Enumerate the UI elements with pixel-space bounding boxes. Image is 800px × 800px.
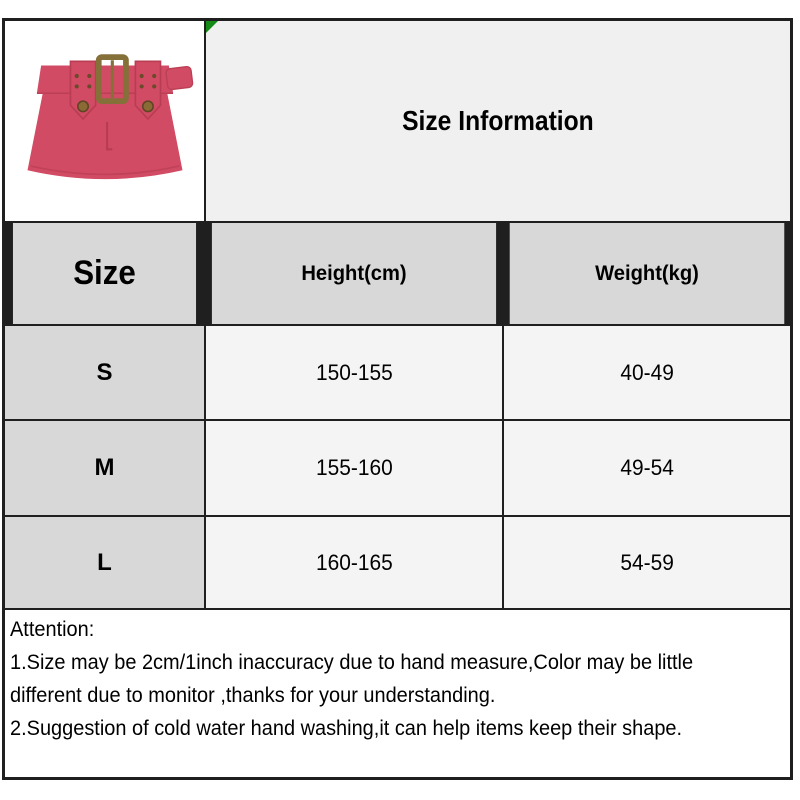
row-s-height-text: 150-155 [315,359,393,385]
column-header-height: Height(cm) [212,223,496,324]
row-m-height-text: 155-160 [315,455,393,480]
size-chart-sheet [2,18,793,780]
row-l-height-text: 160-165 [315,549,393,575]
row-m-height-value [206,421,502,515]
row-l-size-label: L [5,517,204,608]
column-header-weight: Weight(kg) [510,223,785,324]
attention-note [5,610,790,777]
row-s-height-value [206,326,502,419]
product-image-cell [5,21,204,221]
row-s-weight-text: 40-49 [620,359,674,385]
row-l-weight-value [504,517,790,608]
row-m-size-label: M [5,421,204,515]
attention-line-3: 2.Suggestion of cold water hand washing,it can help items keep their shape. [10,717,683,740]
skirt-photo-icon [16,42,194,200]
row-s-weight-value [504,326,790,419]
title-cell [206,21,790,221]
row-l-height-value [206,517,502,608]
attention-line-1: 1.Size may be 2cm/1inch inaccuracy due to hand measure,Color may be little [10,651,694,674]
row-m-weight-value [504,421,790,515]
attention-heading: Attention: [10,618,95,641]
attention-line-2: different due to monitor ,thanks for your understanding. [10,684,496,707]
row-s-size-label: S [5,326,204,419]
cell-corner-marker-icon [206,21,218,33]
row-m-weight-text: 49-54 [620,455,674,480]
page-title: Size Information [402,105,594,136]
column-header-size: Size [13,223,196,324]
row-l-weight-text: 54-59 [620,549,674,575]
